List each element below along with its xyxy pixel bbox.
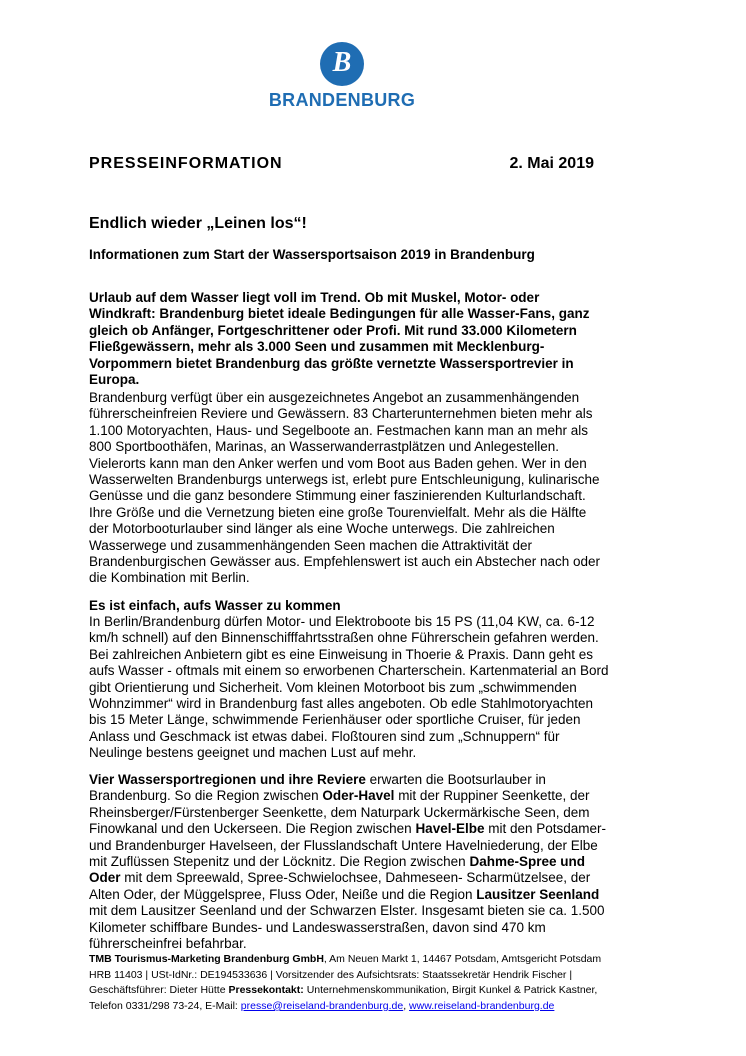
- logo-glyph: B: [332, 47, 352, 78]
- body-paragraph-2: In Berlin/Brandenburg dürfen Motor- und Elektroboote bis 15 PS (11,04 KW, ca. 6-12 km/h schnell) auf den Binnenschifffahrtsstraßen ohne Führerschein gefahren werden. Bei zahlreichen Anbietern gibt es eine Einweisung in Thoerie & Praxis. Dann geht es aufs Wasser - oftmals mit einem so erworbenen Charterschein. Kartenmaterial an Bord gibt Orientierung und Sicherheit. Vom kleinen Motorboot bis zum „schwimmenden Wohnzimmer“ wird in Brandenburg fast alles angeboten. Ob edle Stahlmotoryachten bis 15 Meter Länge, schwimmende Ferienhäuser oder sportliche Cruiser, für jeden Anlass und Geschmack ist etwas dabei. Floßtouren sind zum „Schnuppern“ für Neulinge bestens geeignet und machen Lust auf mehr.: [89, 614, 609, 761]
- body-paragraph-1: Brandenburg verfügt über ein ausgezeichnetes Angebot an zusammenhängenden führerscheinfreien Reviere und Gewässern. 83 Charterunternehmen bieten mehr als 1.100 Motoryachten, Haus- und Segelboote an. Festmachen kann man an mehr als 800 Sportboothäfen, Marinas, an Wasserwanderrastplätzen und Anlegestellen. Vielerorts kann man den Anker werfen und vom Boot aus Baden gehen. Wer in den Wasserwelten Brandenburgs unterwegs ist, erlebt pure Entschleunigung, kulinarische Genüsse und die ganz besondere Stimmung einer faszinierenden Kulturlandschaft. Ihre Größe und die Vernetzung bieten eine große Tourenvielfalt. Mehr als die Hälfte der Motorbooturlauber sind länger als eine Woche unterwegs. Die zahlreichen Wasserwege und zusammenhängenden Seen machen die Attraktivität der Brandenburgischen Gewässer aus. Empfehlenswert ist auch ein Abstecher nach oder die Kombination mit Berlin.: [89, 390, 601, 586]
- logo-wordmark: BRANDENBURG: [268, 90, 416, 110]
- section-heading-2: Es ist einfach, aufs Wasser zu kommen: [89, 598, 341, 613]
- region-lausitzer-seenland: Lausitzer Seenland: [476, 886, 600, 902]
- email-link[interactable]: presse@reiseland-brandenburg.de: [240, 999, 404, 1012]
- footer-company: TMB Tourismus-Marketing Brandenburg GmbH: [89, 953, 324, 965]
- press-label: PRESSEINFORMATION: [89, 155, 283, 172]
- brandenburg-logo: [262, 42, 422, 112]
- lead-paragraph: Urlaub auf dem Wasser liegt voll im Trend. Ob mit Muskel, Motor- oder Windkraft: Brandenburg bietet ideale Bedingungen für alle Wasser-Fans, ganz gleich ob Anfänger, Fortgeschrittener oder Profi. Mit rund 33.000 Kilometern Fließgewässern, mehr als 3.000 Seen und zusammen mit Mecklenburg-Vorpommern bietet Brandenburg das größte vernetzte Wassersportrevier in Europa.: [89, 290, 590, 388]
- region-heading: Vier Wassersportregionen und ihre Reviere: [89, 772, 366, 787]
- footer: TMB Tourismus-Marketing Brandenburg GmbH, Am Neuen Markt 1, 14467 Potsdam, Amtsgericht Potsdam HRB 11403 | USt-IdNr.: DE194533636 | Vorsitzender des Aufsichtsrats: Staatssekretär Hendrik Fischer | Geschäftsführer: Dieter Hütte Pressekontakt: Unternehmenskommunikation, Birgit Kunkel & Patrick Kastner, Telefon 0331/298 73-24, E-Mail: presse@reiseland-brandenburg.de, www.reiseland-brandenburg.de: [89, 953, 602, 1012]
- body-paragraph-3: Vier Wassersportregionen und ihre Reviere erwarten die Bootsurlauber in Brandenburg. So die Region zwischen Oder-Havel mit der Ruppiner Seenkette, der Rheinsberger/Fürstenberger Seenkette, dem Naturpark Uckermärkische Seen, dem Finowkanal und den Uckerseen. Die Region zwischen Havel-Elbe mit den Potsdamer- und Brandenburger Havelseen, der Flusslandschaft Untere Havelniederung, der Elbe mit Zuflüssen Stepenitz und der Löcknitz. Die Region zwischen Dahme-Spree und Oder mit dem Spreewald, Spree-Schwielochsee, Dahmeseen- Scharmützelsee, der Alten Oder, der Müggelspree, Fluss Oder, Neiße und die Region Lausitzer Seenland mit dem Lausitzer Seenland und der Schwarzen Elster. Insgesamt bieten sie ca. 1.500 Kilometer schiffbare Bundes- und Landeswasserstraßen, davon sind 470 km führerscheinfrei befahrbar.: [89, 772, 607, 952]
- page-title: Endlich wieder „Leinen los“!: [89, 215, 307, 232]
- region-oder-havel: Oder-Havel: [322, 788, 395, 804]
- region-havel-elbe: Havel-Elbe: [415, 821, 485, 837]
- website-link[interactable]: www.reiseland-brandenburg.de: [409, 999, 555, 1012]
- page-subtitle: Informationen zum Start der Wassersportsaison 2019 in Brandenburg: [89, 247, 535, 262]
- region-dahme-spree-oder: Dahme-Spree und Oder: [89, 854, 585, 886]
- press-date: 2. Mai 2019: [509, 155, 594, 172]
- logo-emblem-icon: [320, 42, 364, 86]
- footer-contact-label: Pressekontakt:: [228, 984, 304, 997]
